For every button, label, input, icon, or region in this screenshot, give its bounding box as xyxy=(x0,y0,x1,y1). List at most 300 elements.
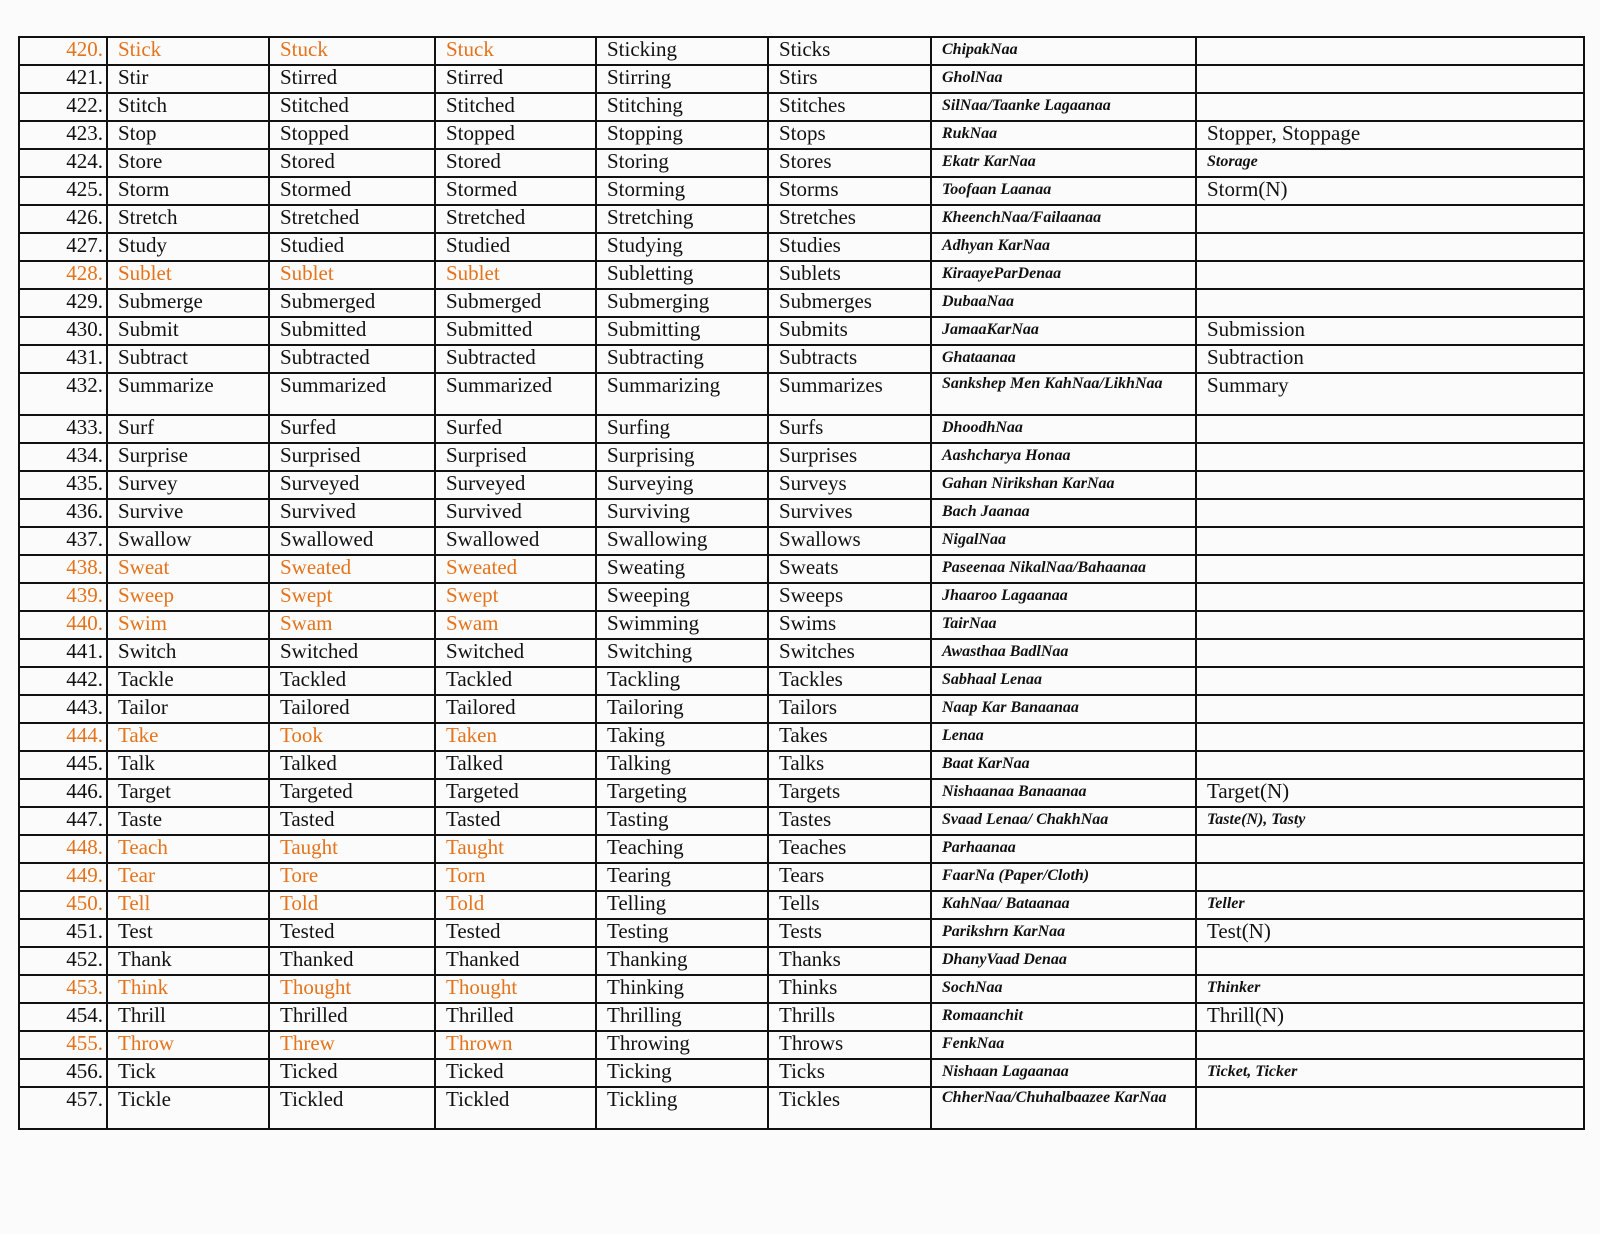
past-participle: Stopped xyxy=(435,121,596,149)
base-form: Stick xyxy=(107,37,269,65)
derived-forms xyxy=(1196,751,1584,779)
row-number: 426. xyxy=(19,205,107,233)
past-participle: Thanked xyxy=(435,947,596,975)
present-participle: Submerging xyxy=(596,289,768,317)
hindi-meaning: KahNaa/ Bataanaa xyxy=(931,891,1196,919)
hindi-meaning: Paseenaa NikalNaa/Bahaanaa xyxy=(931,555,1196,583)
derived-forms: Taste(N), Tasty xyxy=(1196,807,1584,835)
hindi-meaning: Baat KarNaa xyxy=(931,751,1196,779)
past-form: Stopped xyxy=(269,121,435,149)
derived-forms xyxy=(1196,1087,1584,1129)
derived-forms xyxy=(1196,667,1584,695)
past-participle: Stirred xyxy=(435,65,596,93)
past-participle: Surprised xyxy=(435,443,596,471)
hindi-meaning: Naap Kar Banaanaa xyxy=(931,695,1196,723)
table-row xyxy=(19,177,1584,205)
third-person-form: Ticks xyxy=(768,1059,931,1087)
past-participle: Subtracted xyxy=(435,345,596,373)
base-form: Tell xyxy=(107,891,269,919)
third-person-form: Surprises xyxy=(768,443,931,471)
row-number: 452. xyxy=(19,947,107,975)
table-row xyxy=(19,149,1584,177)
hindi-meaning: Parikshrn KarNaa xyxy=(931,919,1196,947)
row-number: 436. xyxy=(19,499,107,527)
row-number: 442. xyxy=(19,667,107,695)
past-participle: Swallowed xyxy=(435,527,596,555)
table-row xyxy=(19,1059,1584,1087)
table-row xyxy=(19,121,1584,149)
third-person-form: Thanks xyxy=(768,947,931,975)
third-person-form: Switches xyxy=(768,639,931,667)
hindi-meaning: KiraayeParDenaa xyxy=(931,261,1196,289)
row-number: 434. xyxy=(19,443,107,471)
past-form: Tailored xyxy=(269,695,435,723)
past-participle: Stretched xyxy=(435,205,596,233)
third-person-form: Talks xyxy=(768,751,931,779)
third-person-form: Tells xyxy=(768,891,931,919)
past-form: Targeted xyxy=(269,779,435,807)
base-form: Stretch xyxy=(107,205,269,233)
present-participle: Surveying xyxy=(596,471,768,499)
row-number: 431. xyxy=(19,345,107,373)
past-participle: Summarized xyxy=(435,373,596,415)
row-number: 438. xyxy=(19,555,107,583)
past-participle: Targeted xyxy=(435,779,596,807)
base-form: Surf xyxy=(107,415,269,443)
row-number: 456. xyxy=(19,1059,107,1087)
present-participle: Storing xyxy=(596,149,768,177)
row-number: 453. xyxy=(19,975,107,1003)
base-form: Survey xyxy=(107,471,269,499)
base-form: Tick xyxy=(107,1059,269,1087)
base-form: Surprise xyxy=(107,443,269,471)
derived-forms: Ticket, Ticker xyxy=(1196,1059,1584,1087)
present-participle: Targeting xyxy=(596,779,768,807)
hindi-meaning: Gahan Nirikshan KarNaa xyxy=(931,471,1196,499)
present-participle: Thinking xyxy=(596,975,768,1003)
hindi-meaning: JamaaKarNaa xyxy=(931,317,1196,345)
third-person-form: Takes xyxy=(768,723,931,751)
third-person-form: Subtracts xyxy=(768,345,931,373)
present-participle: Subletting xyxy=(596,261,768,289)
verb-table-body xyxy=(19,37,1584,1129)
row-number: 424. xyxy=(19,149,107,177)
past-form: Stored xyxy=(269,149,435,177)
third-person-form: Tackles xyxy=(768,667,931,695)
past-form: Surveyed xyxy=(269,471,435,499)
table-row xyxy=(19,919,1584,947)
present-participle: Taking xyxy=(596,723,768,751)
past-form: Sublet xyxy=(269,261,435,289)
third-person-form: Targets xyxy=(768,779,931,807)
base-form: Submit xyxy=(107,317,269,345)
past-participle: Ticked xyxy=(435,1059,596,1087)
table-row xyxy=(19,499,1584,527)
past-form: Surfed xyxy=(269,415,435,443)
third-person-form: Tests xyxy=(768,919,931,947)
table-row xyxy=(19,415,1584,443)
base-form: Think xyxy=(107,975,269,1003)
table-row xyxy=(19,863,1584,891)
present-participle: Swimming xyxy=(596,611,768,639)
third-person-form: Thinks xyxy=(768,975,931,1003)
row-number: 445. xyxy=(19,751,107,779)
past-form: Tasted xyxy=(269,807,435,835)
base-form: Swallow xyxy=(107,527,269,555)
base-form: Store xyxy=(107,149,269,177)
base-form: Target xyxy=(107,779,269,807)
table-row xyxy=(19,261,1584,289)
base-form: Sublet xyxy=(107,261,269,289)
past-form: Tackled xyxy=(269,667,435,695)
hindi-meaning: Romaanchit xyxy=(931,1003,1196,1031)
present-participle: Tickling xyxy=(596,1087,768,1129)
hindi-meaning: DhanyVaad Denaa xyxy=(931,947,1196,975)
table-row xyxy=(19,93,1584,121)
table-row xyxy=(19,205,1584,233)
table-row xyxy=(19,527,1584,555)
hindi-meaning: Jhaaroo Lagaanaa xyxy=(931,583,1196,611)
derived-forms: Submission xyxy=(1196,317,1584,345)
row-number: 423. xyxy=(19,121,107,149)
past-form: Thanked xyxy=(269,947,435,975)
derived-forms xyxy=(1196,233,1584,261)
hindi-meaning: RukNaa xyxy=(931,121,1196,149)
derived-forms: Teller xyxy=(1196,891,1584,919)
third-person-form: Throws xyxy=(768,1031,931,1059)
table-row xyxy=(19,835,1584,863)
base-form: Sweep xyxy=(107,583,269,611)
row-number: 451. xyxy=(19,919,107,947)
row-number: 435. xyxy=(19,471,107,499)
past-form: Took xyxy=(269,723,435,751)
present-participle: Talking xyxy=(596,751,768,779)
third-person-form: Sticks xyxy=(768,37,931,65)
row-number: 437. xyxy=(19,527,107,555)
base-form: Submerge xyxy=(107,289,269,317)
present-participle: Sweeping xyxy=(596,583,768,611)
base-form: Switch xyxy=(107,639,269,667)
present-participle: Swallowing xyxy=(596,527,768,555)
table-row xyxy=(19,443,1584,471)
row-number: 454. xyxy=(19,1003,107,1031)
base-form: Test xyxy=(107,919,269,947)
past-participle: Torn xyxy=(435,863,596,891)
table-row xyxy=(19,723,1584,751)
third-person-form: Studies xyxy=(768,233,931,261)
derived-forms xyxy=(1196,639,1584,667)
table-row xyxy=(19,65,1584,93)
present-participle: Sticking xyxy=(596,37,768,65)
derived-forms: Summary xyxy=(1196,373,1584,415)
base-form: Talk xyxy=(107,751,269,779)
row-number: 428. xyxy=(19,261,107,289)
derived-forms xyxy=(1196,37,1584,65)
derived-forms: Target(N) xyxy=(1196,779,1584,807)
table-row xyxy=(19,695,1584,723)
past-participle: Thrilled xyxy=(435,1003,596,1031)
hindi-meaning: ChherNaa/Chuhalbaazee KarNaa xyxy=(931,1087,1196,1129)
row-number: 448. xyxy=(19,835,107,863)
hindi-meaning: Ekatr KarNaa xyxy=(931,149,1196,177)
present-participle: Stopping xyxy=(596,121,768,149)
third-person-form: Swallows xyxy=(768,527,931,555)
table-row xyxy=(19,807,1584,835)
hindi-meaning: Sabhaal Lenaa xyxy=(931,667,1196,695)
third-person-form: Submits xyxy=(768,317,931,345)
row-number: 427. xyxy=(19,233,107,261)
base-form: Taste xyxy=(107,807,269,835)
third-person-form: Stitches xyxy=(768,93,931,121)
base-form: Thrill xyxy=(107,1003,269,1031)
past-participle: Taught xyxy=(435,835,596,863)
row-number: 441. xyxy=(19,639,107,667)
past-form: Swept xyxy=(269,583,435,611)
derived-forms: Test(N) xyxy=(1196,919,1584,947)
past-participle: Talked xyxy=(435,751,596,779)
past-participle: Told xyxy=(435,891,596,919)
past-form: Survived xyxy=(269,499,435,527)
present-participle: Surprising xyxy=(596,443,768,471)
row-number: 444. xyxy=(19,723,107,751)
base-form: Teach xyxy=(107,835,269,863)
hindi-meaning: Awasthaa BadlNaa xyxy=(931,639,1196,667)
row-number: 430. xyxy=(19,317,107,345)
past-form: Thought xyxy=(269,975,435,1003)
third-person-form: Stretches xyxy=(768,205,931,233)
present-participle: Testing xyxy=(596,919,768,947)
row-number: 450. xyxy=(19,891,107,919)
past-participle: Studied xyxy=(435,233,596,261)
present-participle: Tailoring xyxy=(596,695,768,723)
third-person-form: Summarizes xyxy=(768,373,931,415)
past-form: Surprised xyxy=(269,443,435,471)
third-person-form: Swims xyxy=(768,611,931,639)
base-form: Stir xyxy=(107,65,269,93)
hindi-meaning: Sankshep Men KahNaa/LikhNaa xyxy=(931,373,1196,415)
derived-forms xyxy=(1196,443,1584,471)
base-form: Survive xyxy=(107,499,269,527)
present-participle: Surviving xyxy=(596,499,768,527)
table-row xyxy=(19,947,1584,975)
derived-forms xyxy=(1196,415,1584,443)
derived-forms: Thrill(N) xyxy=(1196,1003,1584,1031)
derived-forms: Thinker xyxy=(1196,975,1584,1003)
past-form: Told xyxy=(269,891,435,919)
third-person-form: Thrills xyxy=(768,1003,931,1031)
present-participle: Sweating xyxy=(596,555,768,583)
base-form: Throw xyxy=(107,1031,269,1059)
hindi-meaning: FenkNaa xyxy=(931,1031,1196,1059)
row-number: 457. xyxy=(19,1087,107,1129)
third-person-form: Sublets xyxy=(768,261,931,289)
past-form: Sweated xyxy=(269,555,435,583)
past-participle: Sweated xyxy=(435,555,596,583)
past-form: Switched xyxy=(269,639,435,667)
third-person-form: Sweeps xyxy=(768,583,931,611)
past-participle: Swam xyxy=(435,611,596,639)
third-person-form: Surveys xyxy=(768,471,931,499)
table-row xyxy=(19,975,1584,1003)
past-form: Stirred xyxy=(269,65,435,93)
past-participle: Tickled xyxy=(435,1087,596,1129)
derived-forms xyxy=(1196,1031,1584,1059)
base-form: Summarize xyxy=(107,373,269,415)
present-participle: Ticking xyxy=(596,1059,768,1087)
present-participle: Thanking xyxy=(596,947,768,975)
derived-forms xyxy=(1196,499,1584,527)
base-form: Study xyxy=(107,233,269,261)
past-form: Submitted xyxy=(269,317,435,345)
past-participle: Stored xyxy=(435,149,596,177)
derived-forms xyxy=(1196,723,1584,751)
present-participle: Stretching xyxy=(596,205,768,233)
verb-table xyxy=(18,36,1585,1130)
present-participle: Switching xyxy=(596,639,768,667)
past-participle: Tackled xyxy=(435,667,596,695)
hindi-meaning: Nishaanaa Banaanaa xyxy=(931,779,1196,807)
present-participle: Tasting xyxy=(596,807,768,835)
past-participle: Submerged xyxy=(435,289,596,317)
present-participle: Telling xyxy=(596,891,768,919)
row-number: 421. xyxy=(19,65,107,93)
hindi-meaning: SochNaa xyxy=(931,975,1196,1003)
row-number: 447. xyxy=(19,807,107,835)
third-person-form: Submerges xyxy=(768,289,931,317)
derived-forms: Stopper, Stoppage xyxy=(1196,121,1584,149)
table-row xyxy=(19,639,1584,667)
base-form: Tailor xyxy=(107,695,269,723)
present-participle: Stitching xyxy=(596,93,768,121)
past-form: Stuck xyxy=(269,37,435,65)
past-form: Thrilled xyxy=(269,1003,435,1031)
row-number: 432. xyxy=(19,373,107,415)
past-participle: Submitted xyxy=(435,317,596,345)
past-form: Talked xyxy=(269,751,435,779)
third-person-form: Surfs xyxy=(768,415,931,443)
past-participle: Stitched xyxy=(435,93,596,121)
table-row xyxy=(19,345,1584,373)
third-person-form: Storms xyxy=(768,177,931,205)
hindi-meaning: GholNaa xyxy=(931,65,1196,93)
present-participle: Surfing xyxy=(596,415,768,443)
base-form: Tickle xyxy=(107,1087,269,1129)
past-form: Studied xyxy=(269,233,435,261)
hindi-meaning: Parhaanaa xyxy=(931,835,1196,863)
hindi-meaning: Adhyan KarNaa xyxy=(931,233,1196,261)
row-number: 420. xyxy=(19,37,107,65)
present-participle: Throwing xyxy=(596,1031,768,1059)
present-participle: Thrilling xyxy=(596,1003,768,1031)
hindi-meaning: Nishaan Lagaanaa xyxy=(931,1059,1196,1087)
row-number: 429. xyxy=(19,289,107,317)
present-participle: Summarizing xyxy=(596,373,768,415)
hindi-meaning: Aashcharya Honaa xyxy=(931,443,1196,471)
derived-forms xyxy=(1196,65,1584,93)
hindi-meaning: SilNaa/Taanke Lagaanaa xyxy=(931,93,1196,121)
present-participle: Subtracting xyxy=(596,345,768,373)
past-participle: Stormed xyxy=(435,177,596,205)
hindi-meaning: FaarNa (Paper/Cloth) xyxy=(931,863,1196,891)
derived-forms xyxy=(1196,205,1584,233)
base-form: Swim xyxy=(107,611,269,639)
hindi-meaning: Ghataanaa xyxy=(931,345,1196,373)
hindi-meaning: NigalNaa xyxy=(931,527,1196,555)
third-person-form: Stores xyxy=(768,149,931,177)
past-participle: Thrown xyxy=(435,1031,596,1059)
derived-forms xyxy=(1196,471,1584,499)
past-participle: Taken xyxy=(435,723,596,751)
table-row xyxy=(19,373,1584,415)
present-participle: Submitting xyxy=(596,317,768,345)
past-participle: Surfed xyxy=(435,415,596,443)
table-row xyxy=(19,891,1584,919)
derived-forms xyxy=(1196,583,1584,611)
third-person-form: Stirs xyxy=(768,65,931,93)
row-number: 446. xyxy=(19,779,107,807)
table-row xyxy=(19,611,1584,639)
row-number: 439. xyxy=(19,583,107,611)
table-row xyxy=(19,583,1584,611)
derived-forms xyxy=(1196,261,1584,289)
row-number: 425. xyxy=(19,177,107,205)
row-number: 440. xyxy=(19,611,107,639)
base-form: Stop xyxy=(107,121,269,149)
past-form: Ticked xyxy=(269,1059,435,1087)
derived-forms xyxy=(1196,555,1584,583)
past-form: Submerged xyxy=(269,289,435,317)
past-participle: Tasted xyxy=(435,807,596,835)
past-form: Tickled xyxy=(269,1087,435,1129)
present-participle: Tackling xyxy=(596,667,768,695)
derived-forms xyxy=(1196,527,1584,555)
hindi-meaning: DhoodhNaa xyxy=(931,415,1196,443)
table-row xyxy=(19,471,1584,499)
table-row xyxy=(19,37,1584,65)
hindi-meaning: Lenaa xyxy=(931,723,1196,751)
past-participle: Tailored xyxy=(435,695,596,723)
derived-forms xyxy=(1196,93,1584,121)
table-row xyxy=(19,555,1584,583)
third-person-form: Tailors xyxy=(768,695,931,723)
row-number: 455. xyxy=(19,1031,107,1059)
row-number: 443. xyxy=(19,695,107,723)
base-form: Tackle xyxy=(107,667,269,695)
hindi-meaning: DubaaNaa xyxy=(931,289,1196,317)
third-person-form: Teaches xyxy=(768,835,931,863)
base-form: Subtract xyxy=(107,345,269,373)
derived-forms xyxy=(1196,835,1584,863)
hindi-meaning: TairNaa xyxy=(931,611,1196,639)
base-form: Sweat xyxy=(107,555,269,583)
third-person-form: Stops xyxy=(768,121,931,149)
hindi-meaning: Toofaan Laanaa xyxy=(931,177,1196,205)
past-form: Threw xyxy=(269,1031,435,1059)
present-participle: Teaching xyxy=(596,835,768,863)
row-number: 422. xyxy=(19,93,107,121)
past-participle: Switched xyxy=(435,639,596,667)
table-row xyxy=(19,1031,1584,1059)
past-form: Taught xyxy=(269,835,435,863)
past-form: Swam xyxy=(269,611,435,639)
hindi-meaning: KheenchNaa/Failaanaa xyxy=(931,205,1196,233)
base-form: Take xyxy=(107,723,269,751)
past-form: Subtracted xyxy=(269,345,435,373)
past-participle: Sublet xyxy=(435,261,596,289)
present-participle: Storming xyxy=(596,177,768,205)
past-form: Tested xyxy=(269,919,435,947)
past-form: Stitched xyxy=(269,93,435,121)
